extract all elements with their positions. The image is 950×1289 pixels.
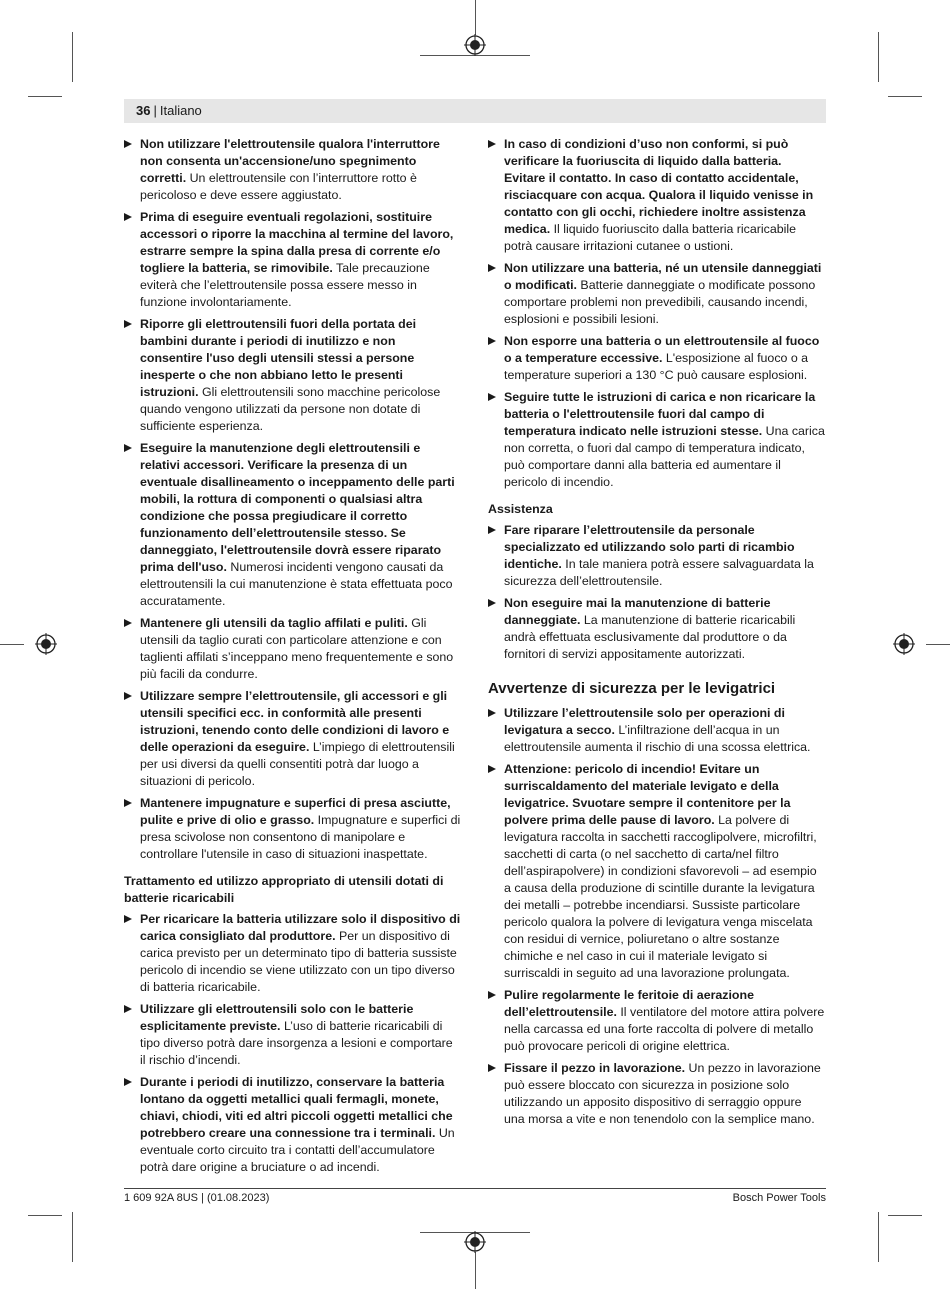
page-header [124,99,826,123]
bullet-body-text: Un eventuale corto circuito tra i contatti dell’accumulatore potrà dare origine a bruciature o ad incendi. [140,1126,455,1174]
bullet-bold-text: Non eseguire mai la manutenzione di batterie danneggiate. [504,596,771,627]
bullet-body-text: La manutenzione di batterie ricaricabili andrà effettuata esclusivamente dal produttore o da fornitori di servizi appositamente autorizzati. [504,613,796,661]
bullet-triangle-icon [488,264,496,272]
bullet-bold-text: Mantenere impugnature e superfici di presa asciutte, pulite e prive di olio e grasso. [140,796,451,827]
bullet-item [124,795,461,863]
bullet-triangle-icon [488,599,496,607]
bullet-bold-text: In caso di condizioni d’uso non conformi, si può verificare la fuoriuscita di liquido dalla batteria. Evitare il contatto. In caso di contatto accidentale, risciacquare con acqua. Qualora il liquido venisse in contatto con gli occhi, richiedere inoltre assistenza medica. [504,137,814,236]
bullet-triangle-icon [488,393,496,401]
bullet-body-text: Gli utensili da taglio curati con particolare attenzione e con taglienti affilati s’inceppano meno frequentemente e sono più facili da condurre. [140,616,454,681]
header-separator: | [153,103,157,118]
header-language: Italiano [159,103,202,118]
bullet-bold-text: Utilizzare sempre l’elettroutensile, gli accessori e gli utensili specifici ecc. in conformità alle presenti istruzioni, tenendo conto delle condizioni di lavoro e delle operazioni da eseguire. [140,689,450,754]
bullet-triangle-icon [124,1005,132,1013]
crop-mark [878,32,879,82]
bullet-triangle-icon [488,765,496,773]
bullet-item [124,209,461,311]
bullet-item [124,440,461,610]
bullet-body-text: L’infiltrazione dell’acqua in un elettroutensile aumenta il rischio di una scossa elettrica. [504,723,811,754]
bullet-item [488,1060,825,1128]
crop-mark [926,644,950,645]
bullet-item [124,615,461,683]
crop-mark [475,1252,476,1289]
bullet-item [488,705,825,756]
bullet-bold-text: Attenzione: pericolo di incendio! Evitare un surriscaldamento del materiale levigato e della levigatrice. Svuotare sempre il contenitore per la polvere prima delle pause di lavoro. [504,762,791,827]
bullet-bold-text: Fare riparare l’elettroutensile da personale specializzato ed utilizzando solo parti di ricambio identiche. [504,523,795,571]
bullet-triangle-icon [488,526,496,534]
bullet-body-text: Numerosi incidenti vengono causati da elettroutensili la cui manutenzione è stata effettuata poco accuratamente. [140,560,453,608]
bullet-bold-text: Eseguire la manutenzione degli elettroutensili e relativi accessori. Verificare la presenza di un eventuale disallineamento o inceppamento delle parti mobili, la rottura di componenti o qualsiasi altra condizione che possa pregiudicare il corretto funzionamento dell’elettroutensile stesso. Se danneggiato, l'elettroutensile dovrà essere riparato prima dell'uso. [140,441,455,574]
bullet-item [488,522,825,590]
bullet-triangle-icon [124,619,132,627]
bullet-item [488,389,825,491]
bullet-bold-text: Per ricaricare la batteria utilizzare solo il dispositivo di carica consigliato dal produttore. [140,912,461,943]
bullet-body-text: Un pezzo in lavorazione può essere bloccato con sicurezza in posizione solo utilizzando un apposito dispositivo di serraggio oppure una morsa a vite e non tenendolo con la semplice mano. [504,1061,821,1126]
bullet-body-text: Impugnature e superfici di presa scivolose non consentono di manipolare e controllare l'utensile in caso di situazioni inaspettate. [140,813,461,861]
bullet-bold-text: Non utilizzare una batteria, né un utensile danneggiati o modificati. [504,261,822,292]
bullet-bold-text: Utilizzare l’elettroutensile solo per operazioni di levigatura a secco. [504,706,785,737]
bullet-triangle-icon [124,915,132,923]
bullet-body-text: In tale maniera potrà essere salvaguardata la sicurezza dell’elettroutensile. [504,557,814,588]
crop-mark [72,1212,73,1262]
crop-mark [72,32,73,82]
bullet-triangle-icon [488,1064,496,1072]
bullet-bold-text: Seguire tutte le istruzioni di carica e non ricaricare la batteria o l'elettroutensile fuori dal campo di temperatura indicato nelle istruzioni stesse. [504,390,816,438]
bullet-item [488,136,825,255]
bullet-item [124,1074,461,1176]
page-number: 36 [136,103,151,118]
bullet-item [124,136,461,204]
left-items-before [124,136,461,863]
bullet-item [488,987,825,1055]
bullet-bold-text: Mantenere gli utensili da taglio affilati e puliti. [140,616,408,630]
bullet-triangle-icon [124,140,132,148]
bullet-triangle-icon [488,709,496,717]
bullet-bold-text: Non utilizzare l'elettroutensile qualora l'interruttore non consenta un'accensione/uno spegnimento corretti. [140,137,440,185]
crop-mark [888,1215,922,1216]
registration-mark-icon [464,1231,486,1253]
bullet-bold-text: Utilizzare gli elettroutensili solo con le batterie esplicitamente previste. [140,1002,414,1033]
bullet-item [124,316,461,435]
registration-mark-icon [35,633,57,655]
section-heading-levigatrici: Avvertenze di sicurezza per le levigatrici [488,680,776,697]
footer-brand: Bosch Power Tools [732,1192,826,1204]
bullet-body-text: L’uso di batterie ricaricabili di tipo diverso potrà dare insorgenza a lesioni e comportare il rischio d’incendi. [140,1019,453,1067]
bullet-body-text: Il liquido fuoriuscito dalla batteria ricaricabile potrà causare irritazioni cutanee o ustioni. [504,222,797,253]
bullet-body-text: Una carica non corretta, o fuori dal campo di temperatura indicato, può comportare danni alla batteria ed aumentare il pericolo di incendio. [504,424,825,489]
subheading-batteries: Trattamento ed utilizzo appropriato di utensili dotati di batterie ricaricabili [124,874,444,905]
bullet-triangle-icon [488,991,496,999]
right-column [488,136,825,1133]
bullet-bold-text: Fissare il pezzo in lavorazione. [504,1061,686,1075]
bullet-item [124,1001,461,1069]
crop-mark [878,1212,879,1262]
right-items-after [488,705,825,1128]
bullet-triangle-icon [124,1078,132,1086]
bullet-body-text: Il ventilatore del motore attira polvere nella carcassa ed una forte raccolta di polvere di metallo può provocare pericoli di origine elettrica. [504,1005,825,1053]
bullet-item [488,761,825,982]
right-items-before [488,136,825,491]
bullet-body-text: La polvere di levigatura raccolta in sacchetti raccoglipolvere, microfiltri, sacchetti di carta (o nel sacchetto di carta/nel filtro dell’aspirapolvere) in condizioni sfavorevoli – ad esempio a causa della produzione di scintille durante la levigatura dei metalli – potrebbe incendiarsi. Sussiste particolare pericolo qualora la polvere di levigatura venga miscelata con residui di vernice, poliuretano o altre sostanze chimiche e nel caso in cui il materiale levigato si surriscaldi in seguito ad una lavorazione prolungata. [504,813,817,980]
bullet-triangle-icon [124,799,132,807]
bullet-triangle-icon [124,444,132,452]
left-column [124,136,461,1181]
registration-mark-icon [893,633,915,655]
bullet-bold-text: Prima di eseguire eventuali regolazioni, sostituire accessori o riporre la macchina al termine del lavoro, estrarre sempre la spina dalla presa di corrente e/o togliere la batteria, se rimovibile. [140,210,454,275]
bullet-body-text: Per un dispositivo di carica previsto per un determinato tipo di batteria sussiste pericolo di incendio se viene utilizzato con un tipo diverso di batteria ricaricabile. [140,929,457,994]
footer-rule [124,1188,826,1189]
bullet-bold-text: Non esporre una batteria o un elettroutensile al fuoco o a temperature eccessive. [504,334,820,365]
bullet-body-text: Batterie danneggiate o modificate possono comportare problemi non prevedibili, causando incendi, esplosioni e possibili lesioni. [504,278,816,326]
bullet-item [488,595,825,663]
bullet-item [124,911,461,996]
bullet-item [488,260,825,328]
crop-mark [28,96,62,97]
bullet-triangle-icon [124,692,132,700]
bullet-body-text: Gli elettroutensili sono macchine pericolose quando vengono utilizzati da persone non dotate di sufficiente esperienza. [140,385,441,433]
bullet-item [488,333,825,384]
registration-mark-icon [464,34,486,56]
bullet-triangle-icon [124,320,132,328]
bullet-body-text: Un elettroutensile con l’interruttore rotto è pericoloso e deve essere aggiustato. [140,171,417,202]
right-items-mid [488,522,825,663]
bullet-bold-text: Durante i periodi di inutilizzo, conservare la batteria lontano da oggetti metallici quali fermagli, monete, chiavi, chiodi, viti ed altri piccoli oggetti metallici che potrebbero creare una connessione tra i terminali. [140,1075,453,1140]
bullet-item [124,688,461,790]
bullet-body-text: L’impiego di elettroutensili per usi diversi da quelli consentiti potrà dar luogo a situazioni di pericolo. [140,740,455,788]
crop-mark [28,1215,62,1216]
left-items-after [124,911,461,1176]
subheading-assistenza: Assistenza [488,502,553,516]
crop-mark [475,0,476,35]
bullet-bold-text: Riporre gli elettroutensili fuori della portata dei bambini durante i periodi di inutilizzo e non consentire l'uso degli utensili stessi a persone inesperte o che non abbiano letto le presenti istruzioni. [140,317,417,399]
crop-mark [0,644,24,645]
bullet-triangle-icon [488,140,496,148]
bullet-bold-text: Pulire regolarmente le feritoie di aerazione dell’elettroutensile. [504,988,754,1019]
bullet-triangle-icon [124,213,132,221]
bullet-triangle-icon [488,337,496,345]
bullet-body-text: L'esposizione al fuoco o a temperature superiori a 130 °C può causare esplosioni. [504,351,809,382]
bullet-body-text: Tale precauzione eviterà che l’elettroutensile possa essere messo in funzione involontariamente. [140,261,430,309]
crop-mark [888,96,922,97]
footer-doc-code: 1 609 92A 8US | (01.08.2023) [124,1192,270,1204]
